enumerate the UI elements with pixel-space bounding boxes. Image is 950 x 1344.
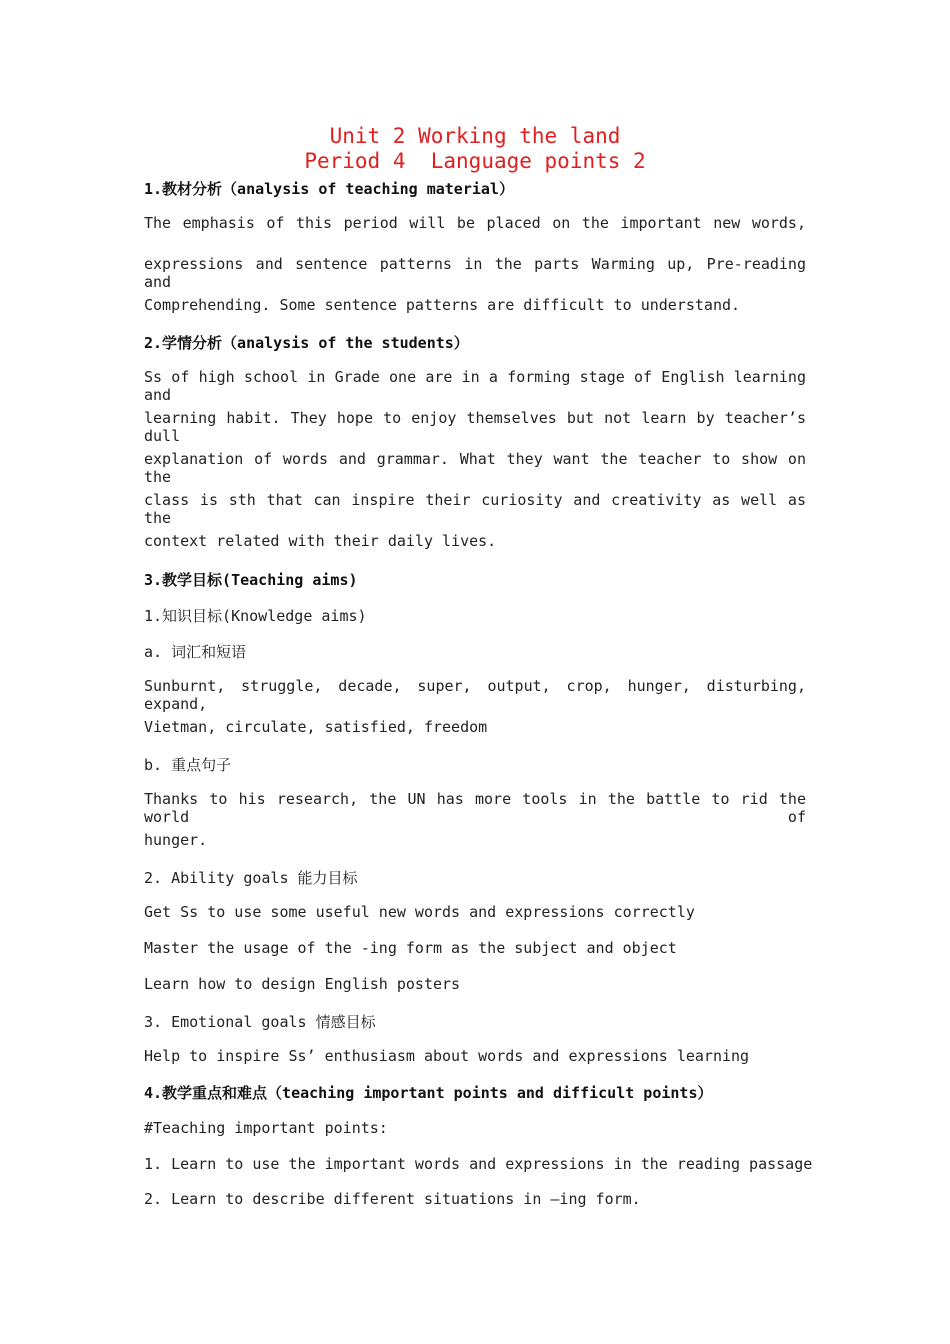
title-line-1: Unit 2 Working the land <box>329 124 621 148</box>
sentence-line: hunger. <box>144 831 208 849</box>
goal-line: Master the usage of the -ing form as the subject and object <box>144 939 677 957</box>
subheading-emotional-goals: 3. Emotional goals 情感目标 <box>144 1013 376 1031</box>
section-2-heading: 2.学情分析（analysis of the students） <box>144 334 469 352</box>
vocabulary-line: Sunburnt, struggle, decade, super, output, crop, hunger, disturbing, expand, <box>144 677 806 713</box>
title-line-2: Period 4 Language points 2 <box>304 149 646 173</box>
section-4-heading: 4.教学重点和难点（teaching important points and difficult points） <box>144 1084 713 1102</box>
paragraph-line: learning habit. They hope to enjoy themselves but not learn by teacher’s dull <box>144 409 806 445</box>
point-line: 2. Learn to describe different situations in –ing form. <box>144 1190 641 1208</box>
paragraph-line: The emphasis of this period will be placed on the important new words, <box>144 214 806 232</box>
section-3-heading: 3.教学目标(Teaching aims) <box>144 571 358 589</box>
section-1-heading: 1.教材分析（analysis of teaching material） <box>144 180 514 198</box>
paragraph-line: Ss of high school in Grade one are in a forming stage of English learning and <box>144 368 806 404</box>
goal-line: Help to inspire Ss’ enthusiasm about words and expressions learning <box>144 1047 750 1065</box>
paragraph-line: expressions and sentence patterns in the parts Warming up, Pre-reading and <box>144 255 806 291</box>
paragraph-line: context related with their daily lives. <box>144 532 497 550</box>
sentence-line: Thanks to his research, the UN has more tools in the battle to rid the world of <box>144 790 806 826</box>
subheading-important-points: #Teaching important points: <box>144 1119 388 1137</box>
subheading-vocabulary: a. 词汇和短语 <box>144 643 247 661</box>
paragraph-line: Comprehending. Some sentence patterns are difficult to understand. <box>144 296 741 314</box>
paragraph-line: class is sth that can inspire their curiosity and creativity as well as the <box>144 491 806 527</box>
goal-line: Learn how to design English posters <box>144 975 461 993</box>
subheading-key-sentences: b. 重点句子 <box>144 756 232 774</box>
subheading-knowledge-aims: 1.知识目标(Knowledge aims) <box>144 607 367 625</box>
vocabulary-line: Vietman, circulate, satisfied, freedom <box>144 718 488 736</box>
paragraph-line: explanation of words and grammar. What they want the teacher to show on the <box>144 450 806 486</box>
subheading-ability-goals: 2. Ability goals 能力目标 <box>144 869 358 887</box>
goal-line: Get Ss to use some useful new words and expressions correctly <box>144 903 695 921</box>
point-line: 1. Learn to use the important words and expressions in the reading passage <box>144 1155 813 1173</box>
